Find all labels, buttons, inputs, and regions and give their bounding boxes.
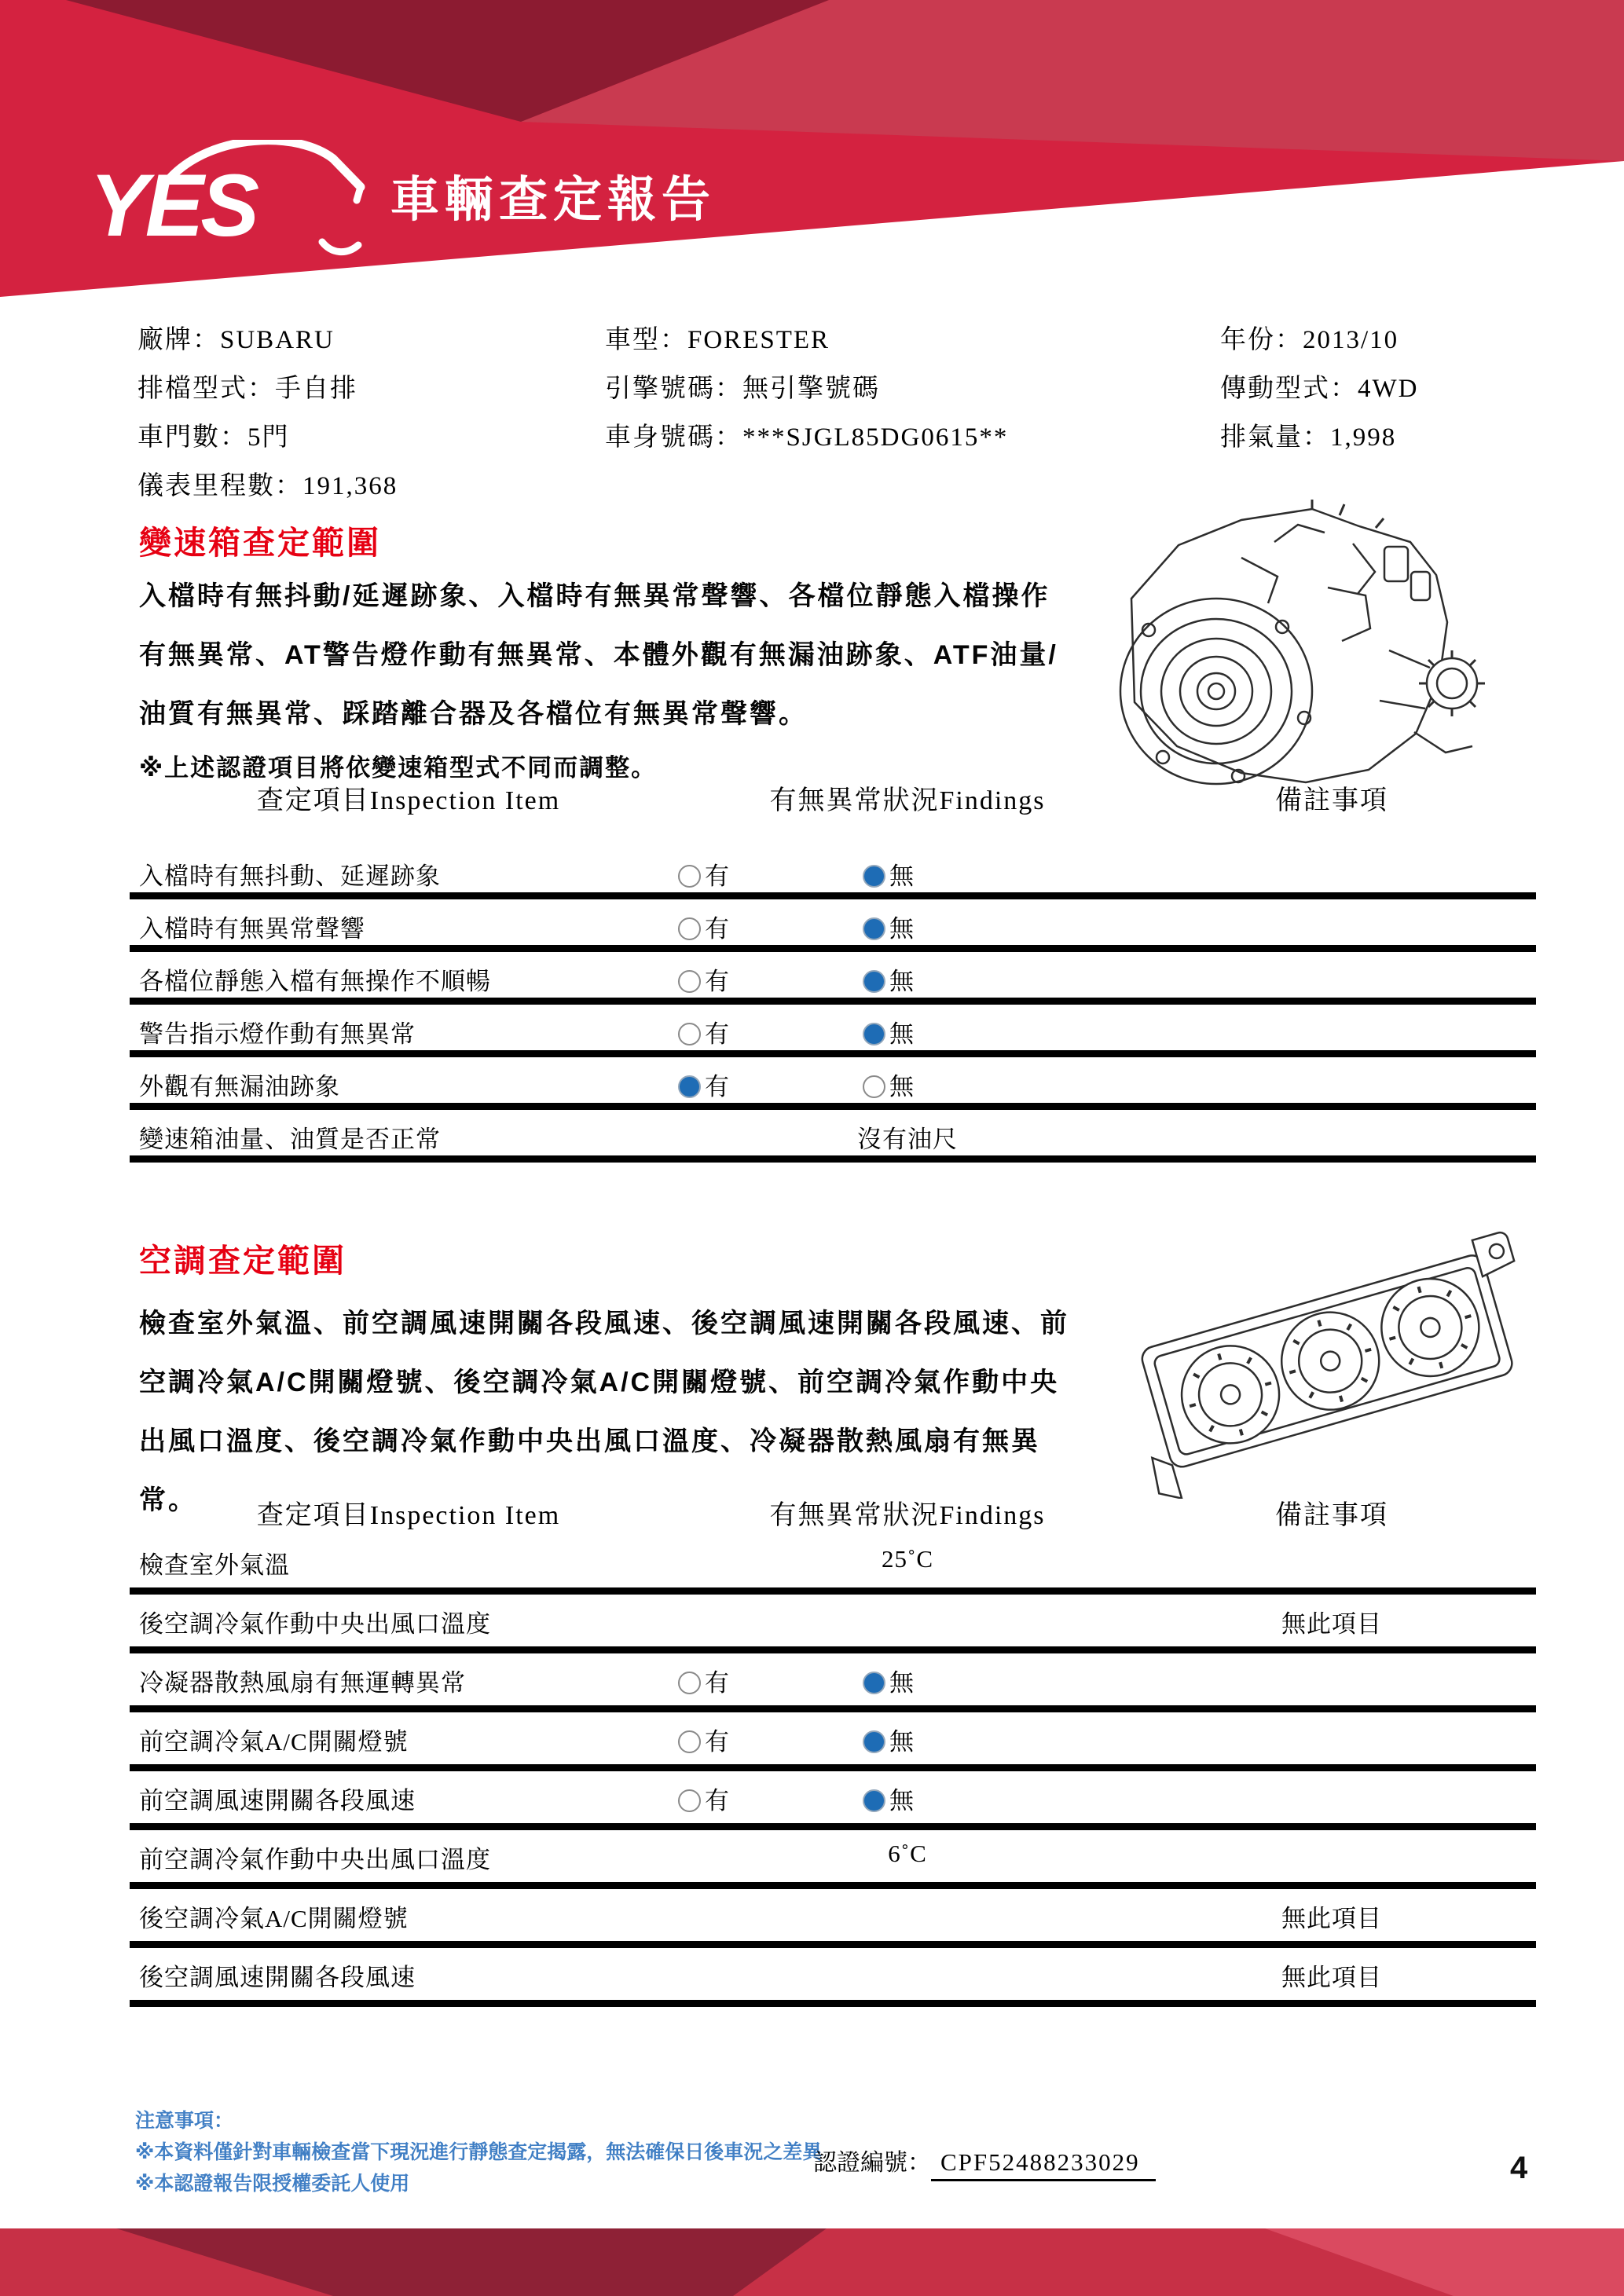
inspection-item-label: 入檔時有無抖動、延遲跡象 <box>139 862 441 890</box>
transmission-table-header <box>130 774 1536 847</box>
col-header-remark: 備註事項 <box>1275 1501 1388 1530</box>
finding-option-none[interactable] <box>863 1781 914 1816</box>
info-mileage: 儀表里程數：191,368 <box>137 472 398 500</box>
certification-line <box>813 2143 1156 2177</box>
note-line: ※本資料僅針對車輛檢查當下現況進行靜態查定揭露，無法確保日後車況之差異 <box>135 2141 823 2163</box>
footer-banner <box>0 2228 1624 2296</box>
certification-label: 認證編號： <box>813 2150 931 2176</box>
radio-has-icon[interactable] <box>678 1672 701 1694</box>
table-row <box>130 1830 1536 1889</box>
table-row <box>130 1005 1536 1057</box>
finding-option-has[interactable] <box>678 1663 729 1698</box>
info-drivetrain: 傳動型式：4WD <box>1220 375 1419 403</box>
radio-none-label: 無 <box>889 1020 914 1048</box>
info-engine-number: 引擎號碼：無引擎號碼 <box>605 375 880 403</box>
radio-has-label: 有 <box>705 1669 729 1697</box>
radio-none-label: 無 <box>889 1728 914 1756</box>
table-row <box>130 899 1536 952</box>
inspection-item-label: 入檔時有無異常聲響 <box>139 915 365 943</box>
radio-none-icon[interactable] <box>863 865 885 888</box>
vehicle-info-col1 <box>137 316 398 511</box>
finding-option-none[interactable] <box>863 856 914 892</box>
table-row <box>130 1771 1536 1830</box>
radio-has-label: 有 <box>705 1020 729 1048</box>
finding-option-has[interactable] <box>678 909 729 944</box>
radio-none-icon[interactable] <box>863 970 885 993</box>
finding-option-has[interactable] <box>678 1014 729 1049</box>
inspection-item-label: 警告指示燈作動有無異常 <box>139 1020 416 1048</box>
finding-option-none[interactable] <box>863 961 914 997</box>
radio-has-label: 有 <box>705 1073 729 1100</box>
transmission-table <box>130 774 1536 1163</box>
table-row <box>130 1889 1536 1948</box>
radio-none-icon[interactable] <box>863 1075 885 1098</box>
radio-none-label: 無 <box>889 1787 914 1814</box>
ac-table-header <box>130 1489 1536 1536</box>
col-header-item: 查定項目Inspection Item <box>256 786 561 815</box>
info-gearbox-type: 排檔型式：手自排 <box>137 375 357 403</box>
inspection-item-label: 冷凝器散熱風扇有無運轉異常 <box>139 1669 466 1697</box>
col-header-findings: 有無異常狀況Findings <box>769 786 1046 815</box>
logo-text: YES <box>90 156 257 255</box>
finding-option-has[interactable] <box>678 961 729 997</box>
transmission-illustration <box>1076 496 1524 799</box>
info-model: 車型：FORESTER <box>605 326 830 354</box>
page-title: 車輛查定報告 <box>390 173 717 227</box>
radio-none-label: 無 <box>889 968 914 995</box>
inspection-item-label: 後空調冷氣A/C開關燈號 <box>139 1905 409 1932</box>
radio-none-icon[interactable] <box>863 1789 885 1812</box>
col-header-remark: 備註事項 <box>1275 786 1388 815</box>
finding-option-has[interactable] <box>678 1781 729 1816</box>
page-number: 4 <box>1510 2151 1528 2185</box>
radio-none-icon[interactable] <box>863 1730 885 1753</box>
remark-value: 無此項目 <box>1281 1964 1382 1991</box>
info-year: 年份：2013/10 <box>1220 326 1399 354</box>
radio-none-label: 無 <box>889 862 914 890</box>
remark-value: 無此項目 <box>1281 1905 1382 1932</box>
radio-has-icon[interactable] <box>678 1789 701 1812</box>
transmission-section-note: ※上述認證項目將依變速箱型式不同而調整。 <box>139 754 658 782</box>
info-displacement: 排氣量：1,998 <box>1220 423 1397 452</box>
finding-option-has[interactable] <box>678 1067 729 1102</box>
inspection-item-label: 前空調風速開關各段風速 <box>139 1787 416 1814</box>
finding-option-has[interactable] <box>678 1722 729 1757</box>
table-row <box>130 1948 1536 2007</box>
vehicle-info-col2 <box>605 316 1008 462</box>
vehicle-info-col3 <box>1220 316 1418 462</box>
finding-option-none[interactable] <box>863 1067 914 1102</box>
radio-has-icon[interactable] <box>678 865 701 888</box>
table-row <box>130 952 1536 1005</box>
table-row <box>130 1595 1536 1653</box>
yes-logo <box>88 140 387 265</box>
ac-panel-illustration <box>1100 1216 1564 1499</box>
finding-value: 沒有油尺 <box>857 1126 958 1153</box>
inspection-item-label: 變速箱油量、油質是否正常 <box>139 1126 441 1153</box>
transmission-section-description: 入檔時有無抖動/延遲跡象、入檔時有無異常聲響、各檔位靜態入檔操作有無異常、AT警告燈作動有無異常、本體外觀有無漏油跡象、ATF油量/油質有無異常、踩踏離合器及各檔位有無異常聲響。 <box>139 581 1058 729</box>
inspection-item-label: 各檔位靜態入檔有無操作不順暢 <box>139 968 491 995</box>
radio-has-icon[interactable] <box>678 1075 701 1098</box>
radio-none-label: 無 <box>889 1669 914 1697</box>
finding-value: 25˚C <box>882 1545 933 1573</box>
info-door-count: 車門數：5門 <box>137 423 290 452</box>
radio-has-icon[interactable] <box>678 1023 701 1045</box>
radio-none-icon[interactable] <box>863 1023 885 1045</box>
certification-number: CPF52488233029 <box>931 2148 1156 2181</box>
radio-has-icon[interactable] <box>678 970 701 993</box>
info-vin: 車身號碼：***SJGL85DG0615** <box>605 423 1009 452</box>
notes-block <box>135 2105 822 2199</box>
transmission-section-title: 變速箱查定範圍 <box>139 525 381 561</box>
col-header-findings: 有無異常狀況Findings <box>769 1501 1046 1530</box>
radio-has-label: 有 <box>705 862 729 890</box>
radio-has-label: 有 <box>705 968 729 995</box>
inspection-item-label: 後空調冷氣作動中央出風口溫度 <box>139 1610 491 1638</box>
radio-has-icon[interactable] <box>678 917 701 940</box>
ac-section-title: 空調查定範圍 <box>139 1243 346 1279</box>
finding-option-none[interactable] <box>863 1722 914 1757</box>
radio-has-label: 有 <box>705 915 729 943</box>
radio-none-label: 無 <box>889 915 914 943</box>
col-header-item: 查定項目Inspection Item <box>256 1501 561 1530</box>
remark-value: 無此項目 <box>1281 1610 1382 1638</box>
radio-none-label: 無 <box>889 1073 914 1100</box>
table-row <box>130 1653 1536 1712</box>
notes-title: 注意事項： <box>135 2110 234 2132</box>
finding-option-none[interactable] <box>863 909 914 944</box>
finding-value: 6˚C <box>888 1840 927 1867</box>
finding-option-none[interactable] <box>863 1014 914 1049</box>
info-brand: 廠牌：SUBARU <box>137 326 335 354</box>
ac-table <box>130 1489 1536 2007</box>
table-row <box>130 847 1536 899</box>
radio-has-icon[interactable] <box>678 1730 701 1753</box>
ac-section-description: 檢查室外氣溫、前空調風速開關各段風速、後空調風速開關各段風速、前空調冷氣A/C開關燈號、後空調冷氣A/C開關燈號、前空調冷氣作動中央出風口溫度、後空調冷氣作動中央出風口溫度、冷凝器散熱風扇有無異常。 <box>139 1309 1069 1515</box>
table-row <box>130 1712 1536 1771</box>
radio-has-label: 有 <box>705 1787 729 1814</box>
inspection-item-label: 外觀有無漏油跡象 <box>139 1073 340 1100</box>
radio-has-label: 有 <box>705 1728 729 1756</box>
note-line: ※本認證報告限授權委託人使用 <box>135 2173 410 2195</box>
radio-none-icon[interactable] <box>863 1672 885 1694</box>
table-row <box>130 1536 1536 1595</box>
finding-option-none[interactable] <box>863 1663 914 1698</box>
table-row <box>130 1057 1536 1110</box>
inspection-item-label: 後空調風速開關各段風速 <box>139 1964 416 1991</box>
table-row <box>130 1110 1536 1163</box>
inspection-item-label: 檢查室外氣溫 <box>139 1551 290 1579</box>
radio-none-icon[interactable] <box>863 917 885 940</box>
inspection-item-label: 前空調冷氣作動中央出風口溫度 <box>139 1846 491 1873</box>
inspection-item-label: 前空調冷氣A/C開關燈號 <box>139 1728 409 1756</box>
finding-option-has[interactable] <box>678 856 729 892</box>
